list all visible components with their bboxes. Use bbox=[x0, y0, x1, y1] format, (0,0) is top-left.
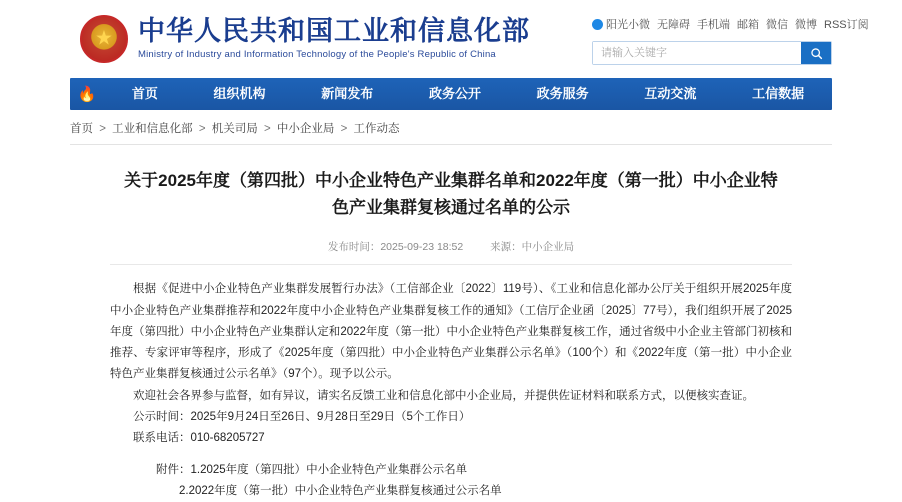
article-paragraph: 欢迎社会各界参与监督，如有异议，请实名反馈工业和信息化部中小企业局，并提供佐证材料和联系方式，以便核实查证。 bbox=[133, 389, 754, 402]
utility-link-rss[interactable]: RSS订阅 bbox=[824, 19, 869, 31]
header-utilities bbox=[592, 16, 869, 65]
breadcrumb-separator: > bbox=[198, 123, 206, 135]
spacer bbox=[110, 450, 792, 460]
utility-link-sunshine[interactable] bbox=[592, 16, 650, 32]
nav-item-organization[interactable]: 组织机构 bbox=[213, 86, 266, 101]
breadcrumb-item-miit[interactable]: 工业和信息化部 bbox=[112, 123, 193, 135]
sun-icon bbox=[592, 19, 603, 30]
nav-items bbox=[104, 78, 832, 110]
utility-link-accessibility[interactable]: 无障碍 bbox=[657, 19, 690, 31]
breadcrumb-separator: > bbox=[340, 123, 348, 135]
search-button[interactable] bbox=[801, 42, 831, 64]
national-emblem-icon bbox=[80, 15, 128, 63]
brand-text bbox=[138, 17, 530, 60]
article-body bbox=[110, 279, 792, 502]
site-subtitle: Ministry of Industry and Information Technology of the People's Republic of China bbox=[138, 49, 496, 61]
publish-time: 发布时间：2025-09-23 18:52 bbox=[327, 241, 464, 254]
nav-item-industry-data[interactable]: 工信数据 bbox=[752, 86, 805, 101]
search-box bbox=[592, 41, 832, 65]
breadcrumb bbox=[70, 120, 832, 145]
utility-links bbox=[592, 16, 869, 32]
article-paragraph: 根据《促进中小企业特色产业集群发展暂行办法》（工信部企业〔2022〕119号）、《工业和信息化部办公厅关于组织开展2025年度中小企业特色产业集群推荐和2022年度中小企业特色产业集群复核工作的通知》（工信厅企业函〔2025〕77号），我们组织开展了2025年度（第四批）中小企业特色产业集群认定和2022年度（第一批）中小企业特色产业集群复核工作，通过省级中小企业主管部门初核和推荐、专家评审等程序，形成了《2025年度（第四批）中小企业特色产业集群公示名单》（100个）和《2022年度（第一批）中小企业特色产业集群复核通过公示名单》（97个）。现予以公示。 bbox=[110, 283, 792, 381]
search-input[interactable] bbox=[593, 42, 801, 64]
utility-link-mail[interactable]: 邮箱 bbox=[737, 19, 759, 31]
article bbox=[110, 145, 792, 502]
breadcrumb-separator: > bbox=[263, 123, 271, 135]
utility-link-label: 阳光小微 bbox=[606, 19, 650, 31]
article-paragraph: 联系电话：010-68205727 bbox=[133, 432, 265, 445]
breadcrumb-separator: > bbox=[99, 123, 106, 135]
nav-item-government-affairs-open[interactable]: 政务公开 bbox=[428, 86, 481, 101]
breadcrumb-item-home[interactable]: 首页 bbox=[70, 123, 93, 135]
nav-item-news[interactable]: 新闻发布 bbox=[321, 86, 374, 101]
breadcrumb-item-sme-bureau[interactable]: 中小企业局 bbox=[276, 123, 335, 135]
article-meta bbox=[110, 239, 792, 265]
site-brand[interactable] bbox=[80, 15, 530, 63]
nav-item-interaction[interactable]: 互动交流 bbox=[644, 86, 697, 101]
source-label: 来源：中小企业局 bbox=[490, 241, 575, 254]
search-icon bbox=[810, 47, 823, 60]
utility-link-mobile[interactable]: 手机端 bbox=[697, 19, 730, 31]
breadcrumb-item-departments[interactable]: 机关司局 bbox=[211, 123, 258, 135]
site-title: 中华人民共和国工业和信息化部 bbox=[138, 16, 530, 47]
flame-icon: 🔥 bbox=[77, 86, 97, 103]
nav-item-government-services[interactable]: 政务服务 bbox=[536, 86, 589, 101]
article-paragraph: 公示时间：2025年9月24日至26日、9月28日至29日（5个工作日） bbox=[133, 410, 471, 423]
main-navigation bbox=[70, 78, 832, 110]
utility-link-weibo[interactable]: 微博 bbox=[795, 19, 817, 31]
utility-link-wechat[interactable]: 微信 bbox=[766, 19, 788, 31]
page-title: 关于2025年度（第四批）中小企业特色产业集群名单和2022年度（第一批）中小企业特色产业集群复核通过名单的公示 bbox=[124, 171, 778, 218]
attachment-line-1[interactable]: 附件：1.2025年度（第四批）中小企业特色产业集群公示名单 bbox=[156, 463, 468, 476]
attachment-line-2[interactable]: 2.2022年度（第一批）中小企业特色产业集群复核通过公示名单 bbox=[179, 484, 502, 497]
breadcrumb-item-work-updates[interactable]: 工作动态 bbox=[353, 123, 400, 135]
nav-item-home[interactable]: 首页 bbox=[131, 86, 158, 101]
site-header bbox=[0, 0, 902, 78]
